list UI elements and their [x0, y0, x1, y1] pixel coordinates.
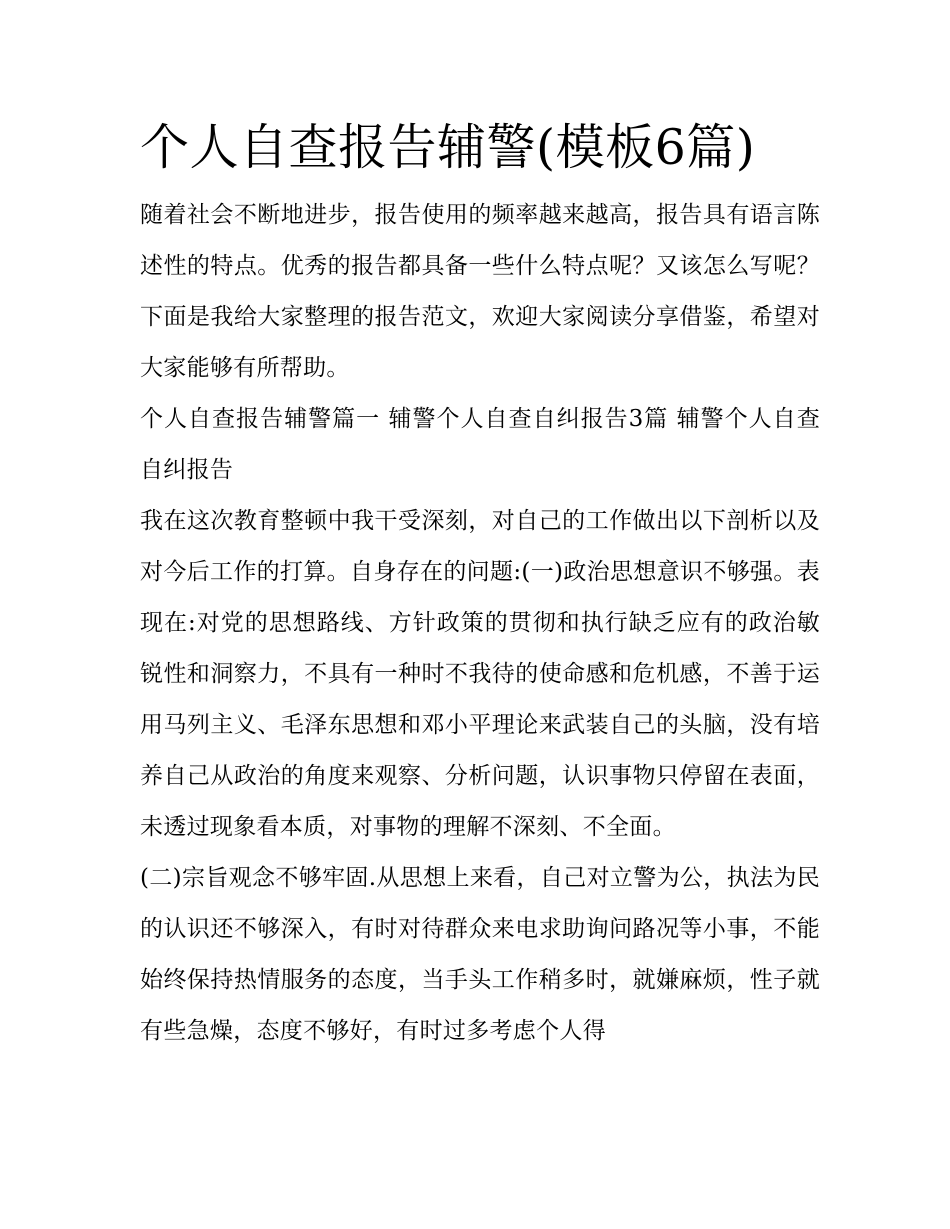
body-paragraph-2: (二)宗旨观念不够牢固.从思想上来看，自己对立警为公，执法为民的认识还不够深入，有时对待群众来电求助询问路况等小事，不能始终保持热情服务的态度，当手头工作稍多时，就嫌麻烦，性子就有些急燥，态度不够好，有时过多考虑个人得 [140, 865, 820, 1044]
body-paragraph-1: 我在这次教育整顿中我干受深刻，对自己的工作做出以下剖析以及对今后工作的打算。自身存在的问题:(一)政治思想意识不够强。表现在:对党的思想路线、方针政策的贯彻和执行缺乏应有的政治敏锐性和洞察力，不具有一种时不我待的使命感和危机感，不善于运用马列主义、毛泽东思想和邓小平理论来武装自己的头脑，没有培养自己从政治的角度来观察、分析问题，认识事物只停留在表面，未透过现象看本质，对事物的理解不深刻、不全面。 [140, 508, 820, 840]
document-page [140, 118, 820, 1057]
intro-paragraph: 随着社会不断地进步，报告使用的频率越来越高，报告具有语言陈述性的特点。优秀的报告都具备一些什么特点呢？又该怎么写呢？下面是我给大家整理的报告范文，欢迎大家阅读分享借鉴，希望对大家能够有所帮助。 [140, 202, 820, 381]
section-heading: 个人自查报告辅警篇一 辅警个人自查自纠报告3篇 辅警个人自查自纠报告 [140, 406, 820, 483]
document-title: 个人自查报告辅警(模板6篇) [140, 119, 756, 176]
